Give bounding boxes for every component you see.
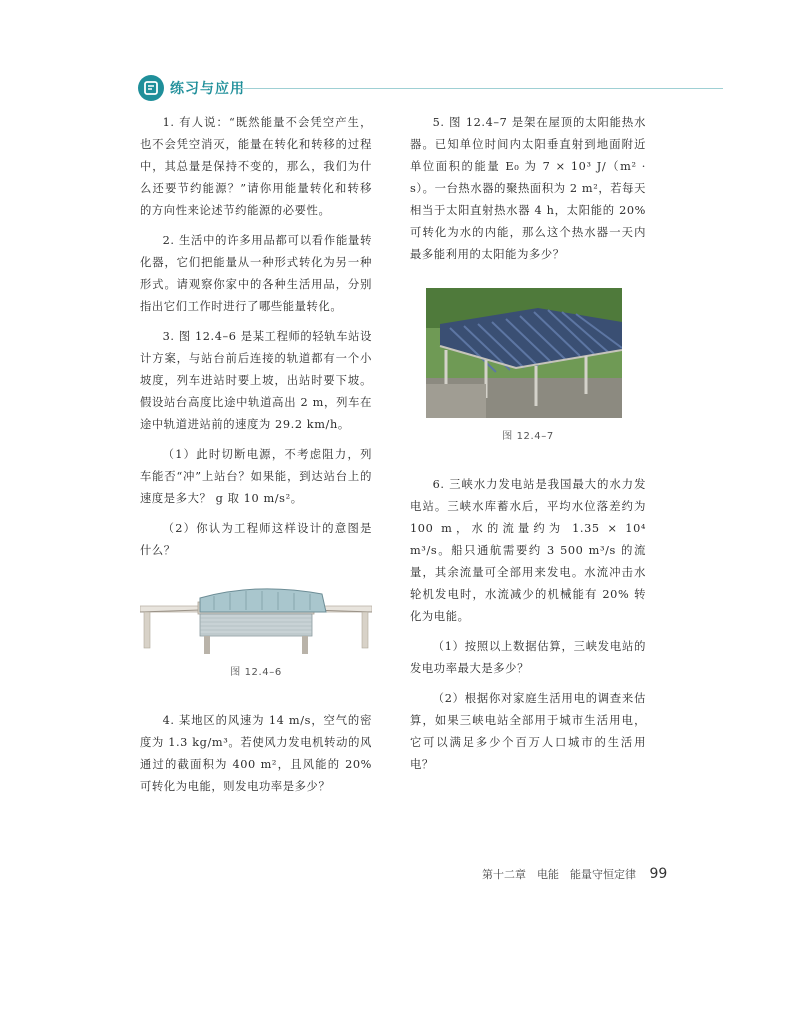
section-badge-icon (138, 75, 164, 101)
figure-12-4-7 (426, 288, 622, 418)
left-column (140, 112, 372, 798)
question-3-part-2: （2）你认为工程师这样设计的意图是什么？ (140, 522, 372, 557)
solar-water-heater-photo (426, 288, 622, 418)
section-title: 练习与应用 (170, 81, 245, 97)
question-6: 6. 三峡水力发电站是我国最大的水力发电站。三峡水库蓄水后，平均水位落差约为 100 m，水的流量约为 1.35 × 10⁴ m³/s。船只通航需要约 3 500 m³/s 的流量，其余流量可全部用来发电。水流冲击水轮机发电时，水流减少的机械能有 20% 转化为电能。 (410, 478, 646, 623)
light-rail-station-illustration (140, 588, 372, 658)
page-footer (482, 866, 667, 882)
question-2: 2. 生活中的许多用品都可以看作能量转化器，它们把能量从一种形式转化为另一种形式。请观察你家中的各种生活用品，分别指出它们工作时进行了哪些能量转化。 (140, 234, 372, 313)
figure-12-4-7-caption: 图 12.4–7 (502, 431, 554, 442)
figure-12-4-6-caption: 图 12.4–6 (230, 667, 282, 678)
figure-12-4-6 (140, 588, 372, 658)
question-6-part-1: （1）按照以上数据估算，三峡发电站的发电功率最大是多少？ (410, 640, 646, 675)
header-divider (240, 88, 723, 89)
chapter-title: 第十二章 电能 能量守恒定律 (482, 868, 636, 881)
right-column (410, 112, 646, 776)
section-header (138, 72, 723, 108)
question-3-part-1: （1）此时切断电源，不考虑阻力，列车能否“冲”上站台？如果能，到达站台上的速度是多大？ g 取 10 m/s²。 (140, 448, 372, 505)
page-number: 99 (649, 866, 668, 882)
question-6-part-2: （2）根据你对家庭生活用电的调查来估算，如果三峡电站全部用于城市生活用电，它可以满足多少个百万人口城市的生活用电？ (410, 692, 646, 771)
question-3: 3. 图 12.4–6 是某工程师的轻轨车站设计方案，与站台前后连接的轨道都有一个小坡度，列车进站时要上坡，出站时要下坡。假设站台高度比途中轨道高出 2 m，列车在途中轨道进站前的速度为 29.2 km/h。 (140, 330, 372, 431)
question-1: 1. 有人说：“既然能量不会凭空产生，也不会凭空消灭，能量在转化和转移的过程中，其总量是保持不变的，那么，我们为什么还要节约能源？”请你用能量转化和转移的方向性来论述节约能源的必要性。 (140, 116, 372, 217)
question-5: 5. 图 12.4–7 是架在屋顶的太阳能热水器。已知单位时间内太阳垂直射到地面附近单位面积的能量 E₀ 为 7 × 10³ J/（m² · s）。一台热水器的聚热面积为 2 m²，若每天相当于太阳直射热水器 4 h，太阳能的 20% 可转化为水的内能，那么这个热水器一天内最多能利用的太阳能为多少？ (410, 116, 646, 261)
question-4: 4. 某地区的风速为 14 m/s，空气的密度为 1.3 kg/m³。若使风力发电机转动的风通过的截面积为 400 m²，且风能的 20% 可转化为电能，则发电功率是多少？ (140, 714, 372, 793)
